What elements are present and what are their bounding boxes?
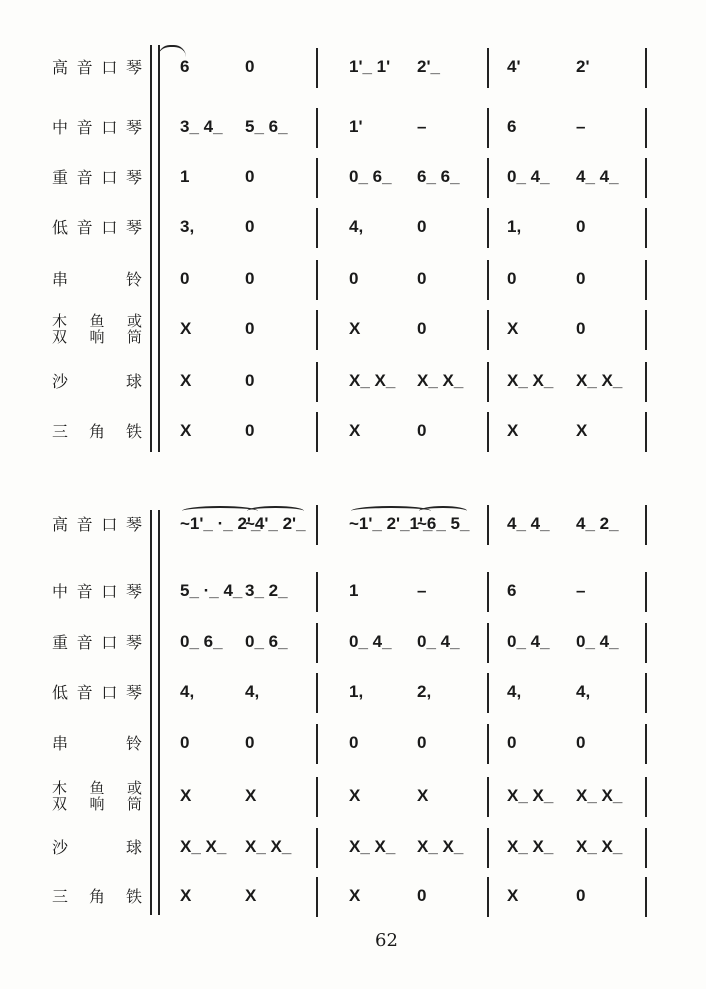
note-cell: X_ X_ bbox=[180, 837, 227, 856]
instrument-label bbox=[52, 169, 142, 186]
note-cell: 5_ 6_ bbox=[245, 117, 288, 136]
note-cell: 0 bbox=[417, 217, 427, 236]
note-cell: 1 bbox=[180, 167, 190, 186]
note-cell: 4, bbox=[576, 682, 591, 701]
note-cell: 0_ 4_ bbox=[507, 167, 550, 186]
instrument-label bbox=[52, 516, 142, 533]
note-cell: 0 bbox=[245, 319, 255, 338]
barline bbox=[316, 48, 318, 88]
instrument-label-line: 双响筒 bbox=[52, 328, 142, 346]
system-brace bbox=[150, 510, 160, 915]
note-cell: X bbox=[349, 421, 361, 440]
note-cell: X_ X_ bbox=[245, 837, 292, 856]
note-cell: X_ X_ bbox=[507, 837, 554, 856]
note-cell: ~1'_ ·_ 2'_ bbox=[180, 514, 261, 533]
note-cell: 0_ 6_ bbox=[180, 632, 223, 651]
barline bbox=[645, 208, 647, 248]
note-cell: 0 bbox=[507, 269, 517, 288]
note-cell: 2, bbox=[417, 682, 432, 701]
barline bbox=[316, 362, 318, 402]
barline bbox=[645, 673, 647, 713]
note-cell: ~1'_ 2'_1'_ bbox=[349, 514, 433, 533]
note-cell: – bbox=[576, 581, 586, 600]
barline bbox=[487, 208, 489, 248]
note-cell: X_ X_ bbox=[507, 371, 554, 390]
note-cell: X_ X_ bbox=[576, 837, 623, 856]
barline bbox=[487, 260, 489, 300]
note-cell: 0 bbox=[180, 733, 190, 752]
instrument-label-line: 串 铃 bbox=[52, 734, 142, 753]
note-cell: 4_ 4_ bbox=[576, 167, 619, 186]
barline bbox=[316, 777, 318, 817]
note-cell: 1, bbox=[349, 682, 364, 701]
note-cell: X bbox=[180, 371, 192, 390]
barline bbox=[487, 673, 489, 713]
barline bbox=[487, 724, 489, 764]
note-cell: 0 bbox=[417, 269, 427, 288]
instrument-label bbox=[52, 219, 142, 236]
note-cell: 0 bbox=[417, 319, 427, 338]
note-cell: 6 bbox=[507, 117, 517, 136]
instrument-label bbox=[52, 373, 142, 390]
barline bbox=[316, 828, 318, 868]
instrument-label-line: 三角铁 bbox=[52, 422, 142, 441]
barline bbox=[645, 777, 647, 817]
instrument-label bbox=[52, 119, 142, 136]
note-cell: 0_ 6_ bbox=[349, 167, 392, 186]
barline bbox=[645, 505, 647, 545]
instrument-label-line: 低音口琴 bbox=[52, 683, 142, 702]
instrument-label-line: 低音口琴 bbox=[52, 218, 142, 237]
note-cell: – bbox=[417, 117, 427, 136]
barline bbox=[645, 572, 647, 612]
instrument-label bbox=[52, 888, 142, 905]
note-cell: 3_ 4_ bbox=[180, 117, 223, 136]
barline bbox=[487, 48, 489, 88]
barline bbox=[316, 260, 318, 300]
note-cell: 4, bbox=[245, 682, 260, 701]
note-cell: 0 bbox=[417, 421, 427, 440]
note-cell: 1 bbox=[349, 581, 359, 600]
note-cell: X bbox=[349, 319, 361, 338]
note-cell: 4_ 2_ bbox=[576, 514, 619, 533]
barline bbox=[645, 877, 647, 917]
note-cell: 0_ 4_ bbox=[349, 632, 392, 651]
note-cell: 4, bbox=[180, 682, 195, 701]
note-cell: X bbox=[245, 886, 257, 905]
barline bbox=[316, 877, 318, 917]
barline bbox=[316, 623, 318, 663]
note-cell: 0_ 4_ bbox=[507, 632, 550, 651]
note-cell: 0 bbox=[417, 733, 427, 752]
barline bbox=[316, 158, 318, 198]
note-cell: X_ X_ bbox=[576, 371, 623, 390]
note-cell: 4' bbox=[507, 57, 521, 76]
note-cell: 0 bbox=[180, 269, 190, 288]
note-cell: 0 bbox=[576, 733, 586, 752]
barline bbox=[487, 877, 489, 917]
note-cell: 0_ 6_ bbox=[245, 632, 288, 651]
note-cell: – bbox=[417, 581, 427, 600]
note-cell: X bbox=[349, 786, 361, 805]
note-cell: X_ X_ bbox=[349, 371, 396, 390]
note-cell: 4, bbox=[507, 682, 522, 701]
note-cell: 6 bbox=[507, 581, 517, 600]
instrument-label-line: 串 铃 bbox=[52, 270, 142, 289]
barline bbox=[487, 828, 489, 868]
barline bbox=[487, 362, 489, 402]
barline bbox=[645, 362, 647, 402]
barline bbox=[316, 108, 318, 148]
barline bbox=[487, 108, 489, 148]
note-cell: 0 bbox=[245, 371, 255, 390]
instrument-label-line: 中音口琴 bbox=[52, 582, 142, 601]
instrument-label-line: 高音口琴 bbox=[52, 515, 142, 534]
note-cell: X bbox=[349, 886, 361, 905]
barline bbox=[316, 724, 318, 764]
instrument-label-line: 中音口琴 bbox=[52, 118, 142, 137]
barline bbox=[645, 108, 647, 148]
note-cell: 4_ 4_ bbox=[507, 514, 550, 533]
instrument-label bbox=[52, 780, 142, 812]
note-cell: X bbox=[180, 786, 192, 805]
note-cell: X bbox=[576, 421, 588, 440]
page-number: 62 bbox=[375, 930, 398, 951]
instrument-label-line: 高音口琴 bbox=[52, 58, 142, 77]
barline bbox=[487, 777, 489, 817]
note-cell: ~4'_ 2'_ bbox=[245, 514, 306, 533]
note-cell: 1'_ 1' bbox=[349, 57, 391, 76]
barline bbox=[487, 505, 489, 545]
note-cell: X bbox=[507, 421, 519, 440]
instrument-label bbox=[52, 313, 142, 345]
note-cell: 0 bbox=[576, 217, 586, 236]
instrument-label bbox=[52, 423, 142, 440]
barline bbox=[316, 208, 318, 248]
instrument-label bbox=[52, 839, 142, 856]
note-cell: 2'_ bbox=[417, 57, 440, 76]
barline bbox=[645, 724, 647, 764]
instrument-label bbox=[52, 684, 142, 701]
instrument-label bbox=[52, 583, 142, 600]
barline bbox=[487, 623, 489, 663]
barline bbox=[487, 412, 489, 452]
note-cell: 0 bbox=[576, 319, 586, 338]
note-cell: 6 bbox=[180, 57, 190, 76]
barline bbox=[645, 412, 647, 452]
note-cell: 0 bbox=[576, 886, 586, 905]
note-cell: 5_ ·_ 4_ bbox=[180, 581, 243, 600]
instrument-label-line: 三角铁 bbox=[52, 887, 142, 906]
instrument-label-line: 木鱼或 bbox=[52, 779, 142, 797]
barline bbox=[645, 48, 647, 88]
note-cell: 0 bbox=[417, 886, 427, 905]
barline bbox=[645, 260, 647, 300]
instrument-label-line: 沙 球 bbox=[52, 838, 142, 857]
instrument-label bbox=[52, 59, 142, 76]
barline bbox=[487, 572, 489, 612]
note-cell: 0 bbox=[576, 269, 586, 288]
bracket-hook bbox=[158, 45, 186, 57]
note-cell: 0 bbox=[349, 269, 359, 288]
instrument-label bbox=[52, 271, 142, 288]
note-cell: X_ X_ bbox=[349, 837, 396, 856]
note-cell: ~6_ 5_ bbox=[417, 514, 470, 533]
note-cell: X bbox=[507, 319, 519, 338]
barline bbox=[316, 572, 318, 612]
note-cell: – bbox=[576, 117, 586, 136]
note-cell: X_ X_ bbox=[576, 786, 623, 805]
note-cell: 0 bbox=[245, 57, 255, 76]
note-cell: X bbox=[417, 786, 429, 805]
note-cell: X bbox=[180, 421, 192, 440]
instrument-label-line: 木鱼或 bbox=[52, 312, 142, 330]
instrument-label-line: 沙 球 bbox=[52, 372, 142, 391]
note-cell: X bbox=[245, 786, 257, 805]
note-cell: 3, bbox=[180, 217, 195, 236]
note-cell: 0 bbox=[245, 167, 255, 186]
note-cell: 0 bbox=[245, 733, 255, 752]
note-cell: 0 bbox=[349, 733, 359, 752]
note-cell: 0 bbox=[245, 421, 255, 440]
note-cell: 1' bbox=[349, 117, 363, 136]
instrument-label-line: 重音口琴 bbox=[52, 168, 142, 187]
note-cell: 3_ 2_ bbox=[245, 581, 288, 600]
note-cell: X_ X_ bbox=[417, 371, 464, 390]
barline bbox=[645, 310, 647, 350]
note-cell: 6_ 6_ bbox=[417, 167, 460, 186]
barline bbox=[316, 310, 318, 350]
barline bbox=[316, 505, 318, 545]
barline bbox=[316, 412, 318, 452]
barline bbox=[645, 623, 647, 663]
barline bbox=[645, 828, 647, 868]
instrument-label-line: 双响筒 bbox=[52, 795, 142, 813]
note-cell: 4, bbox=[349, 217, 364, 236]
note-cell: 0_ 4_ bbox=[576, 632, 619, 651]
instrument-label bbox=[52, 634, 142, 651]
note-cell: X bbox=[180, 319, 192, 338]
note-cell: 0 bbox=[507, 733, 517, 752]
barline bbox=[645, 158, 647, 198]
barline bbox=[487, 310, 489, 350]
instrument-label-line: 重音口琴 bbox=[52, 633, 142, 652]
barline bbox=[487, 158, 489, 198]
note-cell: X_ X_ bbox=[507, 786, 554, 805]
note-cell: 0 bbox=[245, 269, 255, 288]
note-cell: X_ X_ bbox=[417, 837, 464, 856]
barline bbox=[316, 673, 318, 713]
note-cell: 1, bbox=[507, 217, 522, 236]
note-cell: X bbox=[180, 886, 192, 905]
note-cell: 2' bbox=[576, 57, 590, 76]
instrument-label bbox=[52, 735, 142, 752]
note-cell: 0 bbox=[245, 217, 255, 236]
note-cell: 0_ 4_ bbox=[417, 632, 460, 651]
system-brace bbox=[150, 45, 160, 452]
note-cell: X bbox=[507, 886, 519, 905]
